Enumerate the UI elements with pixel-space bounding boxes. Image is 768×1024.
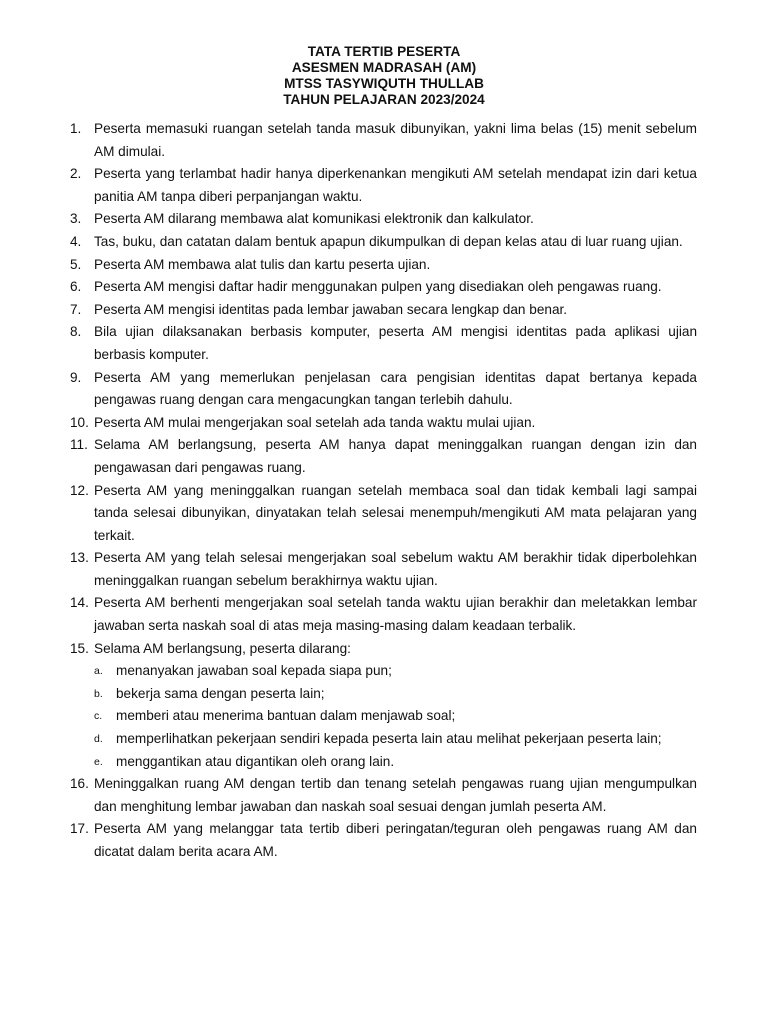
rule-text: Peserta memasuki ruangan setelah tanda masuk dibunyikan, yakni lima belas (15) menit sebelum AM dimulai. (94, 121, 697, 159)
rule-number: 1. (70, 121, 82, 136)
rule-number: 15. (70, 640, 89, 656)
rule-number: 5. (70, 256, 82, 272)
rule-text: Peserta AM yang meninggalkan ruangan setelah membaca soal dan tidak kembali lagi sampai tanda selesai dibunyikan, dinyatakan telah selesai menempuh/mengikuti AM mata pelajaran yang terkait. (94, 482, 697, 543)
rule-17 (70, 818, 697, 863)
rule-text: Peserta AM dilarang membawa alat komunikasi elektronik dan kalkulator. (94, 211, 534, 227)
sub-item-letter: a. (94, 665, 103, 678)
rule-text: Peserta AM berhenti mengerjakan soal setelah tanda waktu ujian berakhir dan meletakkan lembar jawaban serta naskah soal di atas meja masing-masing dalam keadaan terbalik. (94, 595, 697, 634)
rule-number: 11. (70, 437, 88, 453)
sub-item-text: memperlihatkan pekerjaan sendiri kepada peserta lain atau melihat pekerjaan peserta lain; (116, 731, 662, 747)
rule-number: 13. (70, 550, 89, 566)
rule-number: 2. (70, 166, 82, 182)
rule-text: Peserta AM yang memerlukan penjelasan cara pengisian identitas dapat bertanya kepada pengawas ruang dengan cara mengacungkan tangan terlebih dahulu. (94, 369, 697, 408)
rule-6 (70, 276, 697, 299)
sub-item-letter: c. (94, 710, 103, 723)
rule-text: Peserta AM yang telah selesai mengerjakan soal sebelum waktu AM berakhir tidak diperbolehkan meninggalkan ruangan sebelum berakhirnya waktu ujian. (94, 550, 697, 588)
rule-text: Peserta AM yang melanggar tata tertib diberi peringatan/teguran oleh pengawas ruang AM dan dicatat dalam berita acara AM. (94, 821, 697, 859)
sub-item-text: menanyakan jawaban soal kepada siapa pun; (116, 663, 392, 679)
sub-item-text: bekerja sama dengan peserta lain; (116, 685, 325, 701)
rule-number: 6. (70, 279, 82, 295)
sub-item-text: menggantikan atau digantikan oleh orang lain. (116, 753, 395, 769)
rule-number: 10. (70, 414, 89, 430)
rule-16 (70, 773, 697, 818)
rule-text: Meninggalkan ruang AM dengan tertib dan tenang setelah pengawas ruang ujian mengumpulkan dan menghitung lembar jawaban dan naskah soal sesuai dengan jumlah peserta AM. (94, 776, 697, 814)
rule-9 (70, 367, 697, 412)
rule-number: 12. (70, 482, 89, 498)
sub-item-c (94, 705, 697, 728)
rule-text: Peserta yang terlambat hadir hanya diperkenankan mengikuti AM setelah mendapat izin dari ketua panitia AM tanpa diberi perpanjangan waktu. (94, 166, 697, 204)
rule-number: 3. (70, 211, 82, 227)
rule-2 (70, 163, 697, 208)
rule-15-sublist (94, 660, 697, 773)
rule-13 (70, 547, 697, 592)
sub-item-text: memberi atau menerima bantuan dalam menjawab soal; (116, 708, 456, 724)
title-line-4: TAHUN PELAJARAN 2023/2024 (283, 92, 485, 107)
document-title (0, 44, 768, 108)
rule-number: 8. (70, 324, 82, 340)
rule-number: 7. (70, 301, 82, 317)
rule-1 (70, 118, 697, 163)
sub-item-e (94, 751, 697, 774)
sub-item-letter: b. (94, 687, 103, 700)
rule-7 (70, 299, 697, 322)
sub-item-letter: d. (94, 733, 103, 746)
rule-text: Peserta AM mengisi daftar hadir menggunakan pulpen yang disediakan oleh pengawas ruang. (94, 279, 662, 295)
rule-number: 14. (70, 595, 89, 611)
rule-text: Bila ujian dilaksanakan berbasis komputer, peserta AM mengisi identitas pada aplikasi ujian berbasis komputer. (94, 324, 697, 362)
rule-11 (70, 434, 697, 479)
rule-5 (70, 254, 697, 277)
rule-text: Tas, buku, dan catatan dalam bentuk apapun dikumpulkan di depan kelas atau di luar ruang ujian. (94, 233, 683, 249)
sub-item-b (94, 683, 697, 706)
rule-10 (70, 412, 697, 435)
rule-number: 4. (70, 233, 82, 249)
sub-item-d (94, 728, 697, 751)
title-line-3: MTSS TASYWIQUTH THULLAB (284, 76, 484, 91)
rule-text: Peserta AM mulai mengerjakan soal setelah ada tanda waktu mulai ujian. (94, 414, 536, 430)
rule-14 (70, 592, 697, 637)
sub-item-letter: e. (94, 755, 103, 768)
rule-number: 16. (70, 776, 89, 792)
title-line-1: TATA TERTIB PESERTA (307, 44, 461, 59)
rule-number: 9. (70, 369, 82, 385)
rule-text: Peserta AM mengisi identitas pada lembar jawaban secara lengkap dan benar. (94, 301, 568, 317)
rule-4 (70, 231, 697, 254)
title-line-2: ASESMEN MADRASAH (AM) (291, 60, 477, 75)
sub-item-a (94, 660, 697, 683)
rule-15 (70, 638, 697, 661)
rule-12 (70, 480, 697, 548)
rule-8 (70, 321, 697, 366)
rule-3 (70, 208, 697, 231)
rule-text: Selama AM berlangsung, peserta dilarang: (94, 640, 351, 656)
rule-text: Selama AM berlangsung, peserta AM hanya dapat meninggalkan ruangan dengan izin dan pengawasan dari pengawas ruang. (94, 437, 697, 475)
rules-list (70, 118, 697, 864)
rule-number: 17. (70, 821, 89, 837)
rule-text: Peserta AM membawa alat tulis dan kartu peserta ujian. (94, 256, 431, 272)
